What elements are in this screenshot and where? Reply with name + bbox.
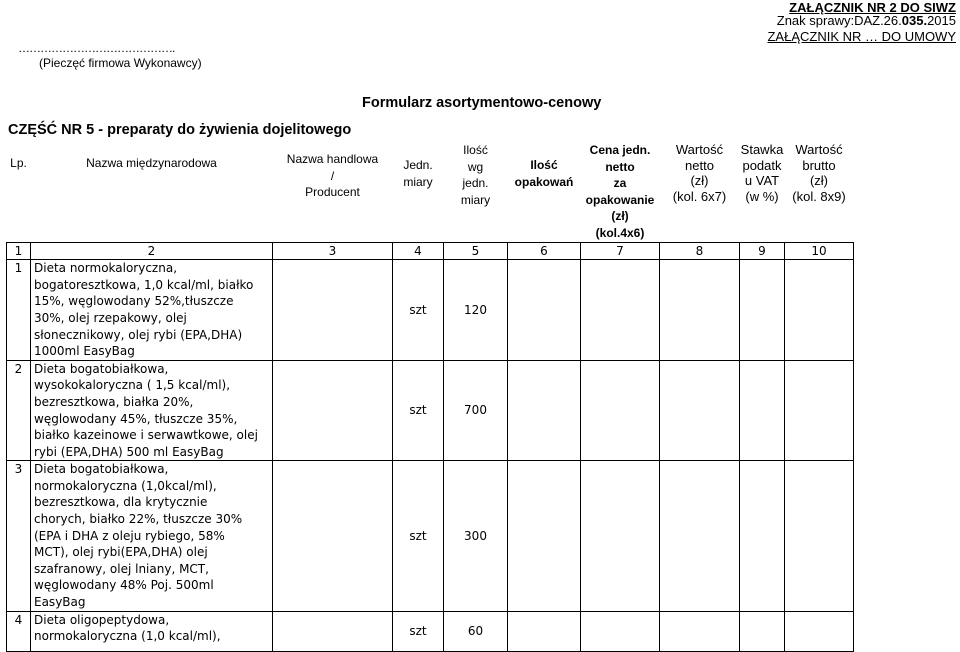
row-trade-name[interactable]: [273, 461, 393, 611]
form-title: Formularz asortymentowo-cenowy: [362, 95, 602, 111]
row-unit: szt: [393, 360, 444, 461]
assortment-table: [6, 142, 854, 652]
row-quantity: 120: [444, 260, 508, 361]
row-vat-rate[interactable]: [740, 461, 785, 611]
header-row: [7, 142, 854, 242]
table-row: [7, 360, 854, 461]
table-row: [7, 461, 854, 611]
row-unit-price[interactable]: [581, 611, 660, 651]
row-unit-price[interactable]: [581, 260, 660, 361]
row-description: Dieta normokaloryczna, bogatoresztkowa, 1,0 kcal/ml, białko 15%, węglowodany 52%,tłuszcze 30%, olej rzepakowy, olej słonecznikowy, olej rybi (EPA,DHA) 1000ml EasyBag: [31, 260, 273, 361]
row-description: Dieta bogatobiałkowa, normokaloryczna (1,0kcal/ml), bezresztkowa, dla krytycznie chorych, białko 22%, tłuszcze 30% (EPA i DHA z oleju rybiego, 58% MCT), olej rybi(EPA,DHA) olej szafranowy, olej lniany, MCT, węglowodany 48% Poj. 500ml EasyBag: [31, 461, 273, 611]
row-lp: 1: [7, 260, 31, 361]
col-number: 8: [660, 242, 740, 260]
row-description: Dieta bogatobiałkowa, wysokokaloryczna ( 1,5 kcal/ml), bezresztkowa, białka 20%, węglowodany 45%, tłuszcze 35%, białko kazeinowe i serwawtkowe, olej rybi (EPA,DHA) 500 ml EasyBag: [31, 360, 273, 461]
col-number: 5: [444, 242, 508, 260]
row-unit: szt: [393, 461, 444, 611]
col-header-gross: Wartość brutto (zł) (kol. 8x9): [792, 142, 846, 204]
col-header-net: Wartość netto (zł) (kol. 6x7): [672, 142, 727, 204]
row-lp: 4: [7, 611, 31, 651]
row-packs[interactable]: [508, 260, 581, 361]
row-net-value[interactable]: [660, 360, 740, 461]
col-header-trade: Nazwa handlowa / Producent: [286, 152, 379, 200]
row-net-value[interactable]: [660, 260, 740, 361]
col-header-name: Nazwa międzynarodowa: [86, 156, 217, 170]
col-number: 1: [7, 242, 31, 260]
case-number: Znak sprawy:DAZ.26.035.2015: [776, 13, 956, 28]
col-header-qty: Ilość wg jedn. miary: [460, 143, 491, 207]
row-quantity: 700: [444, 360, 508, 461]
row-gross-value[interactable]: [785, 611, 854, 651]
stamp-caption: (Pieczęć firmowa Wykonawcy): [39, 56, 202, 70]
row-quantity: 60: [444, 611, 508, 651]
row-unit-price[interactable]: [581, 461, 660, 611]
row-gross-value[interactable]: [785, 360, 854, 461]
stamp-dots: …………………………………….: [18, 41, 175, 55]
row-quantity: 300: [444, 461, 508, 611]
col-number: 6: [508, 242, 581, 260]
row-net-value[interactable]: [660, 461, 740, 611]
row-lp: 2: [7, 360, 31, 461]
col-header-price: Cena jedn. netto za opakowanie (zł) (kol.4x6): [585, 143, 655, 240]
col-number: 3: [273, 242, 393, 260]
part-title: CZĘŚĆ NR 5 - preparaty do żywienia dojelitowego: [8, 122, 352, 138]
col-number: 4: [393, 242, 444, 260]
col-header-unit: Jedn. miary: [403, 158, 433, 189]
table-row: [7, 260, 854, 361]
col-header-vat: Stawka podatk u VAT (w %): [740, 142, 784, 204]
row-packs[interactable]: [508, 611, 581, 651]
row-trade-name[interactable]: [273, 611, 393, 651]
col-header-lp: Lp.: [10, 156, 27, 170]
row-description: Dieta oligopeptydowa, normokaloryczna (1,0 kcal/ml),: [31, 611, 273, 651]
contract-attachment: ZAŁĄCZNIK NR … DO UMOWY: [767, 29, 956, 44]
row-vat-rate[interactable]: [740, 360, 785, 461]
row-trade-name[interactable]: [273, 360, 393, 461]
col-header-packs: Ilość opakowań: [514, 158, 574, 189]
row-vat-rate[interactable]: [740, 260, 785, 361]
row-unit: szt: [393, 611, 444, 651]
row-packs[interactable]: [508, 360, 581, 461]
row-vat-rate[interactable]: [740, 611, 785, 651]
col-number: 2: [31, 242, 273, 260]
row-unit-price[interactable]: [581, 360, 660, 461]
col-number: 7: [581, 242, 660, 260]
row-trade-name[interactable]: [273, 260, 393, 361]
column-number-row: [7, 242, 854, 260]
row-unit: szt: [393, 260, 444, 361]
table-row: [7, 611, 854, 651]
col-number: 10: [785, 242, 854, 260]
col-number: 9: [740, 242, 785, 260]
row-lp: 3: [7, 461, 31, 611]
attachment-title: ZAŁĄCZNIK NR 2 DO SIWZ: [789, 0, 956, 15]
row-packs[interactable]: [508, 461, 581, 611]
row-gross-value[interactable]: [785, 461, 854, 611]
row-gross-value[interactable]: [785, 260, 854, 361]
row-net-value[interactable]: [660, 611, 740, 651]
